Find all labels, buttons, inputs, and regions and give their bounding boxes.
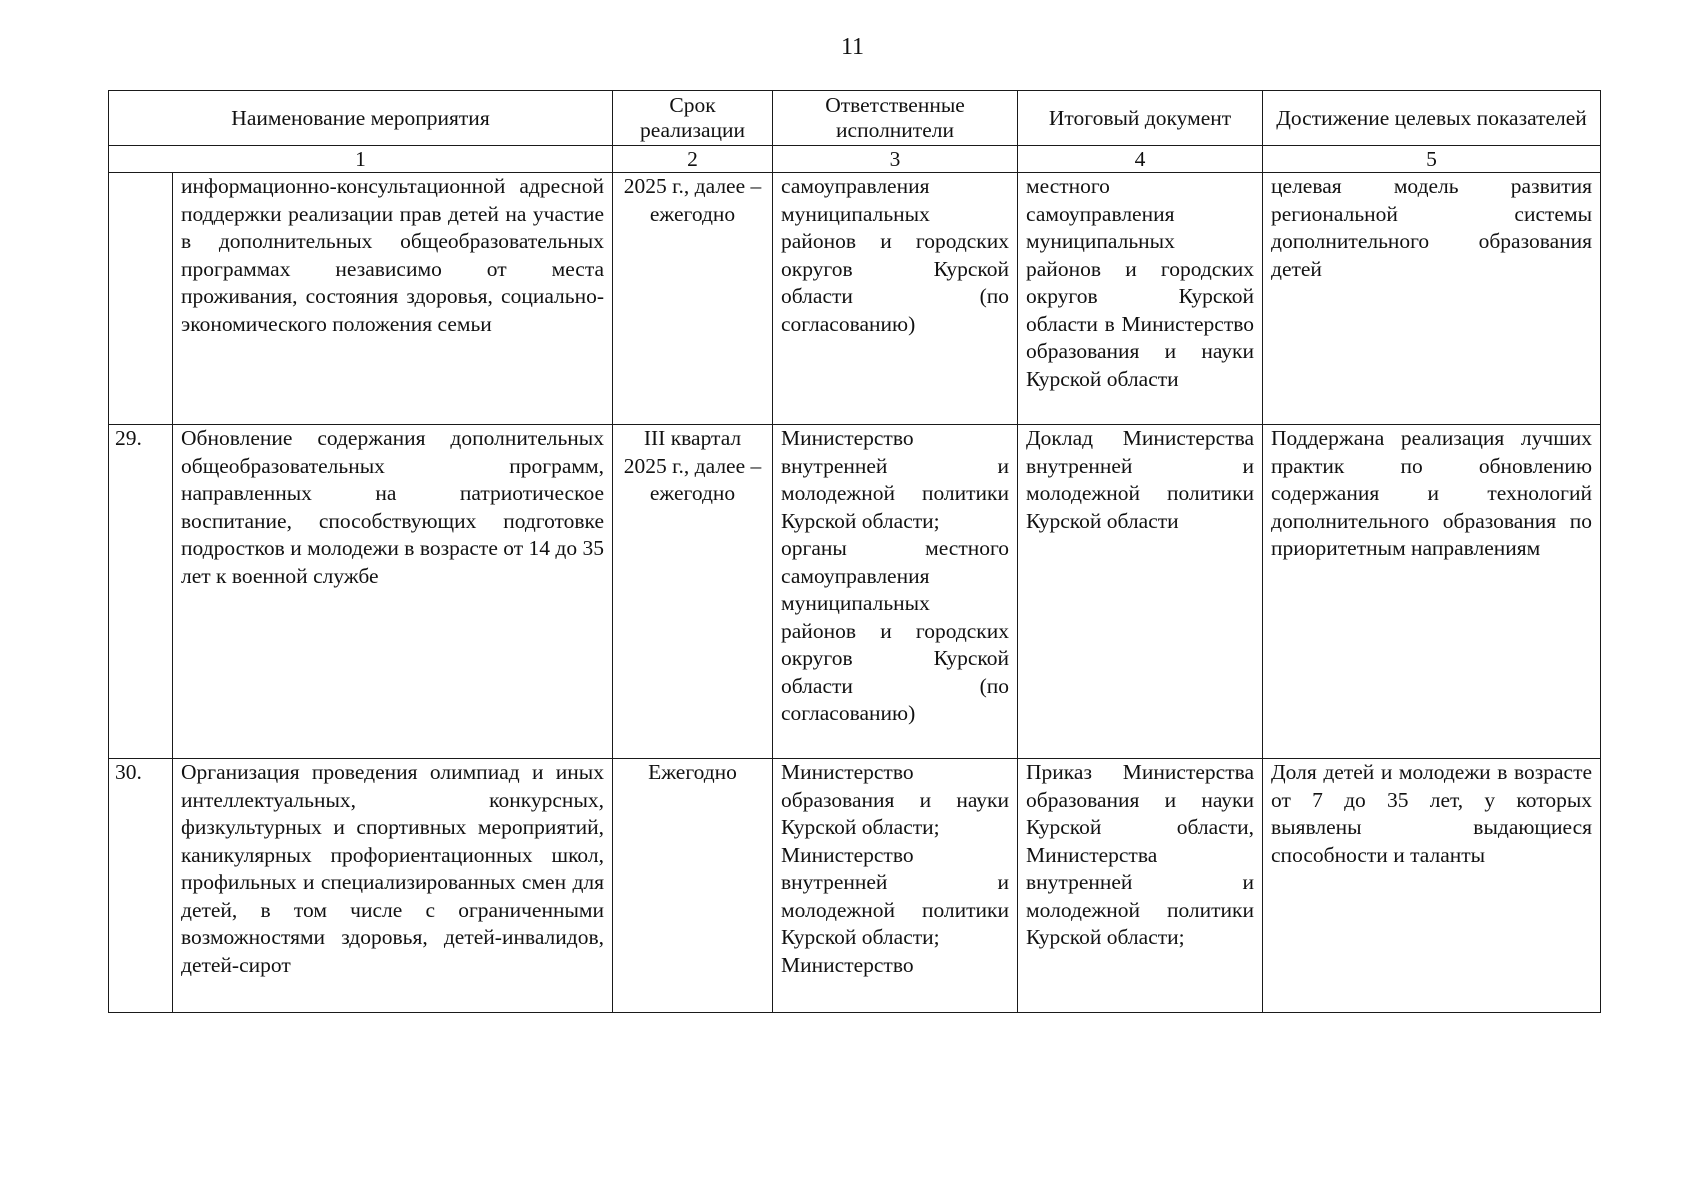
- responsible-part: Министерство образования и науки Курской области;: [781, 760, 1010, 839]
- term: III квартал 2025 г., далее – ежегодно: [613, 425, 773, 759]
- header-final-document: Итоговый документ: [1018, 91, 1263, 146]
- column-number: 2: [613, 146, 773, 173]
- responsible-part: органы местного самоуправления муниципальных районов и городских округов Курской области (по согласованию): [781, 536, 1010, 725]
- responsible-part: Министерство внутренней и молодежной политики Курской области;: [781, 842, 1010, 949]
- table-header-row: [109, 91, 1601, 146]
- responsible-part: Министерство внутренней и молодежной политики Курской области;: [781, 426, 1010, 533]
- target-indicators: Доля детей и молодежи в возрасте от 7 до 35 лет, у которых выявлены выдающиеся способности и таланты: [1263, 759, 1601, 1013]
- final-document: Приказ Министерства образования и науки Курской области, Министерства внутренней и молодежной политики Курской области;: [1018, 759, 1263, 1013]
- events-table: [108, 90, 1601, 1013]
- responsible-part: Министерство: [781, 952, 914, 977]
- row-number: 30.: [109, 759, 173, 1013]
- final-document: Доклад Министерства внутренней и молодежной политики Курской области: [1018, 425, 1263, 759]
- event-name: Обновление содержания дополнительных общеобразовательных программ, направленных на патриотическое воспитание, способствующих подготовке подростков и молодежи в возрасте от 14 до 35 лет к военной службе: [173, 425, 613, 759]
- column-number: 1: [109, 146, 613, 173]
- header-responsible: Ответственные исполнители: [773, 91, 1018, 146]
- header-target-indicators: Достижение целевых показателей: [1263, 91, 1601, 146]
- column-number: 4: [1018, 146, 1263, 173]
- column-number: 5: [1263, 146, 1601, 173]
- row-number: 29.: [109, 425, 173, 759]
- column-number: 3: [773, 146, 1018, 173]
- final-document: местного самоуправления муниципальных районов и городских округов Курской области в Министерство образования и науки Курской области: [1018, 173, 1263, 425]
- responsible: [773, 759, 1018, 1013]
- header-event-name: Наименование мероприятия: [109, 91, 613, 146]
- column-number-row: [109, 146, 1601, 173]
- table-row: [109, 759, 1601, 1013]
- target-indicators: Поддержана реализация лучших практик по обновлению содержания и технологий дополнительного образования по приоритетным направлениям: [1263, 425, 1601, 759]
- header-term: Срок реализации: [613, 91, 773, 146]
- term: Ежегодно: [613, 759, 773, 1013]
- event-name: информационно-консультационной адресной поддержки реализации прав детей на участие в дополнительных общеобразовательных программах независимо от места проживания, состояния здоровья, социально-экономического положения семьи: [173, 173, 613, 425]
- responsible: самоуправления муниципальных районов и городских округов Курской области (по согласованию): [773, 173, 1018, 425]
- page-number: 11: [840, 34, 865, 60]
- table-row: [109, 173, 1601, 425]
- responsible: [773, 425, 1018, 759]
- term: 2025 г., далее – ежегодно: [613, 173, 773, 425]
- table-row: [109, 425, 1601, 759]
- row-number: [109, 173, 173, 425]
- target-indicators: целевая модель развития региональной системы дополнительного образования детей: [1263, 173, 1601, 425]
- event-name: Организация проведения олимпиад и иных интеллектуальных, конкурсных, физкультурных и спортивных мероприятий, каникулярных профориентационных школ, профильных и специализированных смен для детей, в том числе с ограниченными возможностями здоровья, детей-инвалидов, детей-сирот: [173, 759, 613, 1013]
